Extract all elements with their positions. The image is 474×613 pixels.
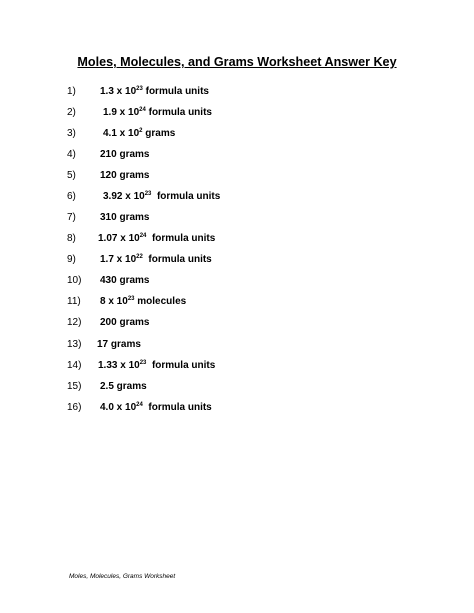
answer-prefix: 1.7 x 10 (100, 254, 137, 265)
answer-exponent: 23 (139, 360, 147, 366)
answer-suffix: molecules (134, 296, 187, 307)
answer-prefix: 4.0 x 10 (100, 402, 137, 413)
answer-exponent: 23 (127, 296, 135, 302)
answer-suffix: grams (142, 128, 176, 139)
answer-prefix: 210 grams (100, 149, 150, 160)
answer-exponent: 24 (139, 107, 146, 113)
answer-value (97, 338, 141, 352)
answer-number: 7) (67, 212, 76, 223)
answer-value (100, 211, 149, 225)
answer-prefix: 2.5 grams (100, 381, 147, 392)
answer-number: 8) (67, 233, 76, 244)
answer-value (100, 169, 149, 183)
answer-suffix: formula units (142, 86, 209, 97)
answer-number: 6) (67, 191, 76, 202)
answer-exponent: 24 (136, 402, 143, 408)
answer-number: 14) (67, 360, 82, 371)
answer-prefix: 310 grams (100, 212, 150, 223)
answer-prefix: 4.1 x 10 (103, 128, 140, 139)
answer-number: 5) (67, 170, 76, 181)
answer-value (103, 190, 220, 204)
answer-prefix: 120 grams (100, 170, 150, 181)
answer-prefix: 1.9 x 10 (103, 107, 140, 118)
answer-exponent: 2 (139, 128, 143, 134)
answer-prefix: 8 x 10 (100, 296, 128, 307)
answer-number: 15) (67, 381, 82, 392)
answer-prefix: 1.33 x 10 (98, 360, 140, 371)
answer-number: 16) (67, 402, 82, 413)
page-footer: Moles, Molecules, Grams Worksheet (69, 573, 176, 580)
answer-number: 4) (67, 149, 76, 160)
answer-suffix: formula units (145, 107, 212, 118)
answer-suffix: formula units (142, 402, 212, 413)
answer-suffix: formula units (146, 233, 216, 244)
answer-value (100, 401, 212, 415)
answer-number: 3) (67, 128, 76, 139)
answer-number: 11) (67, 296, 81, 307)
answer-prefix: 200 grams (100, 317, 150, 328)
answer-exponent: 22 (136, 254, 143, 260)
answer-value (100, 316, 149, 330)
answer-prefix: 1.3 x 10 (100, 86, 137, 97)
answer-value (100, 253, 212, 267)
answer-value (98, 232, 215, 246)
answer-exponent: 23 (144, 191, 152, 197)
answer-value (103, 127, 175, 141)
answer-prefix: 430 grams (100, 275, 150, 286)
answer-value (103, 106, 212, 120)
answer-exponent: 24 (139, 233, 147, 239)
answer-value (100, 274, 149, 288)
answer-suffix: formula units (151, 191, 221, 202)
answer-value (100, 85, 209, 99)
answer-number: 9) (67, 254, 76, 265)
answer-number: 1) (67, 86, 76, 97)
answer-suffix: formula units (142, 254, 212, 265)
answer-number: 13) (67, 339, 82, 350)
page-title: Moles, Molecules, and Grams Worksheet Answer Key (77, 55, 397, 69)
answer-value (100, 295, 186, 309)
answer-number: 12) (67, 317, 82, 328)
answer-number: 2) (67, 107, 76, 118)
answer-value (98, 359, 215, 373)
answer-suffix: formula units (146, 360, 216, 371)
answer-exponent: 23 (136, 86, 143, 92)
answer-prefix: 1.07 x 10 (98, 233, 140, 244)
answer-value (100, 148, 149, 162)
answer-value (100, 380, 147, 394)
answer-prefix: 3.92 x 10 (103, 191, 145, 202)
answer-prefix: 17 grams (97, 339, 141, 350)
answer-number: 10) (67, 275, 82, 286)
